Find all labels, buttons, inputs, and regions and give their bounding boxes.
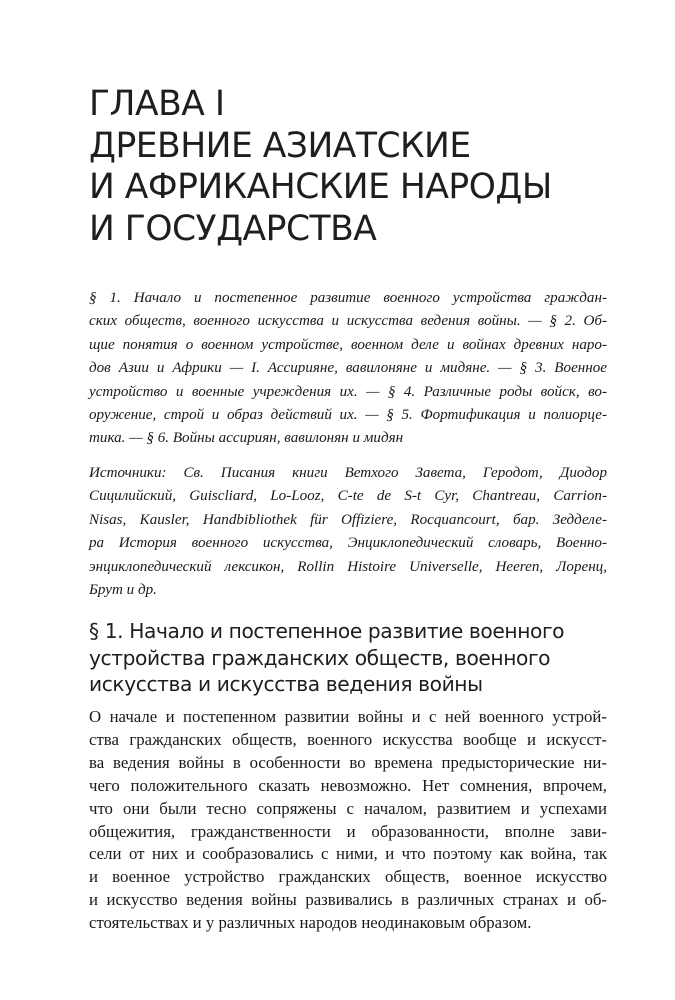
body-line: сели от них и сообразовались с ними, и что поэтому как война, так xyxy=(89,844,607,864)
body-paragraph xyxy=(89,706,607,935)
chapter-title-line: ДРЕВНИЕ АЗИАТСКИЕ xyxy=(89,125,471,166)
sources-line: Брут и др. xyxy=(89,582,157,599)
section-heading-line: искусства и искусства ведения войны xyxy=(89,672,483,696)
body-line: общежития, гражданственности и образованности, вполне зави- xyxy=(89,821,607,841)
body-line: ства гражданских обществ, военного искусства вообще и искусст- xyxy=(89,729,607,749)
body-line: стоятельствах и у различных народов неодинаковым образом. xyxy=(89,913,532,933)
section-heading-line: § 1. Начало и постепенное развитие военного xyxy=(89,619,565,643)
chapter-synopsis xyxy=(89,287,607,451)
synopsis-line: тика. — § 6. Войны ассириян, вавилонян и мидян xyxy=(89,430,404,447)
section-heading xyxy=(89,618,607,698)
synopsis-line: дов Азии и Африки — I. Ассирияне, вавилоняне и мидяне. — § 3. Военное xyxy=(89,360,607,377)
section-heading-line: устройства гражданских обществ, военного xyxy=(89,645,551,670)
synopsis-line: устройство и военные учреждения их. — § 4. Различные роды войск, во- xyxy=(89,383,607,400)
sources-line: Источники: Св. Писания книги Ветхого Завета, Геродот, Диодор xyxy=(89,465,607,481)
body-line: и военное устройство гражданских обществ, военное искусство xyxy=(89,867,607,887)
body-line: ва ведения войны в особенности во времена предысторические ни- xyxy=(89,752,607,772)
synopsis-line: ских обществ, военного искусства и искусства ведения войны. — § 2. Об- xyxy=(89,313,607,330)
sources-line: ра История военного искусства, Энциклопедический словарь, Военно- xyxy=(89,535,607,552)
sources-line: Nisas, Kausler, Handbibliothek für Offiziere, Rocquancourt, бар. Зедделе- xyxy=(89,511,607,528)
sources-line: Сицилийский, Guiscliard, Lo-Looz, C-te de S-t Cyr, Chantreau, Carrion- xyxy=(89,488,607,505)
synopsis-line: § 1. Начало и постепенное развитие военного устройства граждан- xyxy=(89,290,607,306)
chapter-title xyxy=(89,84,629,250)
body-line: что они были тесно сопряжены с началом, развитием и успехами xyxy=(89,798,607,818)
synopsis-line: щие понятия о военном устройстве, военном деле и войнах древних наро- xyxy=(89,336,607,353)
synopsis-line: оружение, строй и образ действий их. — § 5. Фортификация и полиорце- xyxy=(89,407,607,424)
chapter-title-line: ГЛАВА I xyxy=(89,84,225,124)
body-line: чего положительного сказать невозможно. Нет сомнения, впрочем, xyxy=(89,775,607,795)
body-line: и искусство ведения войны развивались в различных странах и об- xyxy=(89,890,607,910)
chapter-title-line: И АФРИКАНСКИЕ НАРОДЫ xyxy=(89,167,552,207)
body-line: О начале и постепенном развитии войны и с ней военного устрой- xyxy=(89,707,607,726)
sources-line: энциклопедический лексикон, Rollin Histoire Universelle, Heeren, Лоренц, xyxy=(89,558,607,575)
chapter-title-line: И ГОСУДАРСТВА xyxy=(89,208,377,249)
sources-list xyxy=(89,462,607,602)
